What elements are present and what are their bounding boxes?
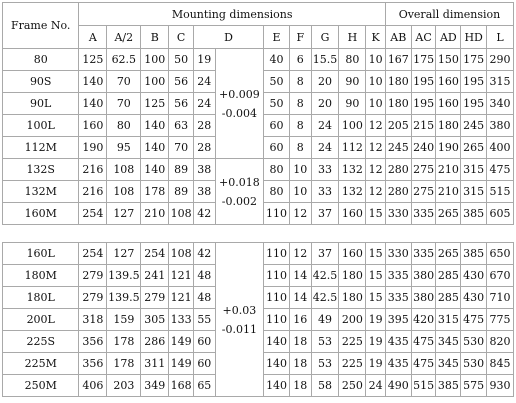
frame-number-cell: 90L xyxy=(3,93,78,114)
dimension-cell-d: 24 xyxy=(194,93,215,114)
frame-number-cell: 180M xyxy=(3,265,78,286)
d-tolerance-upper: +0.03 xyxy=(222,303,257,317)
dimension-cell-k: 12 xyxy=(366,137,385,158)
dimension-cell-k: 12 xyxy=(366,159,385,180)
dimension-cell-k: 15 xyxy=(366,265,385,286)
dimension-cell-g: 42.5 xyxy=(312,287,339,308)
dimension-cell-k: 12 xyxy=(366,115,385,136)
dimension-cell-a: 406 xyxy=(79,375,106,396)
dimension-cell-e: 60 xyxy=(264,115,289,136)
dimension-cell-a2: 178 xyxy=(107,353,140,374)
dimension-cell-ab: 395 xyxy=(386,309,411,330)
dimension-cell-h: 90 xyxy=(339,71,365,92)
dimension-cell-a: 254 xyxy=(79,203,106,224)
dimension-cell-d: 28 xyxy=(194,115,215,136)
dimension-cell-ad: 265 xyxy=(436,243,460,264)
dimension-cell-c: 121 xyxy=(169,265,193,286)
dimension-cell-h: 100 xyxy=(339,115,365,136)
dimension-cell-c: 89 xyxy=(169,159,193,180)
dimension-cell-ad: 285 xyxy=(436,287,460,308)
dimension-cell-h: 132 xyxy=(339,181,365,202)
dimension-cell-hd: 245 xyxy=(461,115,486,136)
dimension-cell-b: 254 xyxy=(141,243,168,264)
dimension-cell-a: 160 xyxy=(79,115,106,136)
dimension-cell-a: 190 xyxy=(79,137,106,158)
dimension-cell-c: 168 xyxy=(169,375,193,396)
dimension-cell-a: 140 xyxy=(79,71,106,92)
dimension-cell-ad: 160 xyxy=(436,71,460,92)
dimension-cell-h: 90 xyxy=(339,93,365,114)
dimension-cell-e: 50 xyxy=(264,71,289,92)
table-row xyxy=(3,243,513,264)
dimension-cell-l: 380 xyxy=(487,115,513,136)
dimension-cell-b: 311 xyxy=(141,353,168,374)
dimension-cell-l: 710 xyxy=(487,287,513,308)
dimension-cell-ab: 435 xyxy=(386,331,411,352)
column-header-c: C xyxy=(169,26,193,48)
dimension-cell-g: 49 xyxy=(312,309,339,330)
dimension-cell-ab: 490 xyxy=(386,375,411,396)
dimension-cell-a: 356 xyxy=(79,331,106,352)
dimension-cell-f: 12 xyxy=(290,203,311,224)
dimension-cell-l: 930 xyxy=(487,375,513,396)
dimension-cell-ac: 175 xyxy=(412,49,436,70)
dimension-cell-ac: 475 xyxy=(412,331,436,352)
dimension-cell-e: 110 xyxy=(264,309,289,330)
dimension-cell-k: 10 xyxy=(366,71,385,92)
dimension-cell-a2: 70 xyxy=(107,71,140,92)
dimension-cell-ab: 330 xyxy=(386,243,411,264)
dimension-cell-d: 65 xyxy=(194,375,215,396)
dimension-cell-h: 160 xyxy=(339,203,365,224)
d-tolerance-cell xyxy=(216,49,264,158)
dimension-cell-b: 286 xyxy=(141,331,168,352)
dimension-cell-ac: 195 xyxy=(412,93,436,114)
dimension-cell-g: 53 xyxy=(312,353,339,374)
dimension-cell-ad: 150 xyxy=(436,49,460,70)
column-header-a-half: A/2 xyxy=(107,26,140,48)
dimension-cell-c: 56 xyxy=(169,93,193,114)
dimension-cell-f: 8 xyxy=(290,71,311,92)
column-header-e: E xyxy=(264,26,289,48)
column-header-d: D xyxy=(194,26,263,48)
dimension-cell-g: 53 xyxy=(312,331,339,352)
dimension-cell-h: 112 xyxy=(339,137,365,158)
column-header-l: L xyxy=(487,26,513,48)
column-header-ac: AC xyxy=(412,26,436,48)
dimension-cell-ac: 380 xyxy=(412,265,436,286)
dimension-cell-b: 140 xyxy=(141,115,168,136)
d-tolerance-lower: -0.002 xyxy=(221,194,257,208)
frame-number-cell: 200L xyxy=(3,309,78,330)
dimension-cell-k: 10 xyxy=(366,49,385,70)
frame-number-cell: 160L xyxy=(3,243,78,264)
dimension-cell-c: 50 xyxy=(169,49,193,70)
dimension-cell-e: 40 xyxy=(264,49,289,70)
dimension-cell-k: 12 xyxy=(366,181,385,202)
dimension-cell-d: 55 xyxy=(194,309,215,330)
dimension-cell-g: 24 xyxy=(312,137,339,158)
dimension-cell-c: 89 xyxy=(169,181,193,202)
dimension-cell-l: 670 xyxy=(487,265,513,286)
dimension-cell-a: 140 xyxy=(79,93,106,114)
dimension-cell-d: 38 xyxy=(194,159,215,180)
dimension-cell-h: 180 xyxy=(339,287,365,308)
frame-number-cell: 132S xyxy=(3,159,78,180)
dimension-cell-hd: 475 xyxy=(461,309,486,330)
d-tolerance-cell xyxy=(216,243,264,396)
dimension-cell-g: 20 xyxy=(312,71,339,92)
dimension-cell-ac: 195 xyxy=(412,71,436,92)
dimension-cell-hd: 175 xyxy=(461,49,486,70)
dimension-cell-a: 216 xyxy=(79,159,106,180)
dimension-cell-a2: 159 xyxy=(107,309,140,330)
dimension-cell-h: 180 xyxy=(339,265,365,286)
dimension-cell-ac: 335 xyxy=(412,243,436,264)
dimension-cell-f: 8 xyxy=(290,93,311,114)
dimension-cell-e: 80 xyxy=(264,181,289,202)
dimension-cell-hd: 530 xyxy=(461,353,486,374)
dimension-cell-ac: 275 xyxy=(412,181,436,202)
dimension-cell-a2: 178 xyxy=(107,331,140,352)
d-tolerance-lower: -0.004 xyxy=(221,106,257,120)
dimension-cell-f: 6 xyxy=(290,49,311,70)
dimension-cell-hd: 315 xyxy=(461,159,486,180)
dimension-cell-ab: 330 xyxy=(386,203,411,224)
frame-number-cell: 100L xyxy=(3,115,78,136)
dimension-cell-f: 16 xyxy=(290,309,311,330)
dimension-cell-g: 33 xyxy=(312,181,339,202)
dimension-cell-b: 125 xyxy=(141,93,168,114)
dimension-cell-e: 60 xyxy=(264,137,289,158)
dimension-cell-a: 125 xyxy=(79,49,106,70)
mounting-dimensions-table-lower xyxy=(2,242,514,397)
dimension-cell-f: 18 xyxy=(290,353,311,374)
dimension-cell-g: 58 xyxy=(312,375,339,396)
dimension-cell-l: 775 xyxy=(487,309,513,330)
dimension-cell-ab: 335 xyxy=(386,287,411,308)
dimension-cell-g: 33 xyxy=(312,159,339,180)
dimension-cell-h: 80 xyxy=(339,49,365,70)
dimension-cell-ab: 280 xyxy=(386,181,411,202)
dimension-cell-d: 24 xyxy=(194,71,215,92)
dimension-cell-hd: 195 xyxy=(461,93,486,114)
dimension-cell-c: 108 xyxy=(169,203,193,224)
dimension-cell-ad: 265 xyxy=(436,203,460,224)
dimension-cell-k: 15 xyxy=(366,287,385,308)
frame-number-cell: 250M xyxy=(3,375,78,396)
dimension-cell-d: 48 xyxy=(194,287,215,308)
frame-number-cell: 160M xyxy=(3,203,78,224)
dimension-cell-b: 100 xyxy=(141,71,168,92)
dimension-cell-ad: 345 xyxy=(436,353,460,374)
dimension-cell-g: 37 xyxy=(312,243,339,264)
frame-number-cell: 112M xyxy=(3,137,78,158)
dimension-cell-hd: 195 xyxy=(461,71,486,92)
dimension-cell-b: 305 xyxy=(141,309,168,330)
dimension-cell-f: 8 xyxy=(290,137,311,158)
dimension-cell-ab: 167 xyxy=(386,49,411,70)
dimension-cell-a2: 62.5 xyxy=(107,49,140,70)
dimension-cell-ac: 240 xyxy=(412,137,436,158)
dimension-cell-a: 216 xyxy=(79,181,106,202)
dimension-cell-a2: 108 xyxy=(107,159,140,180)
dimension-cell-ad: 190 xyxy=(436,137,460,158)
dimension-cell-a: 279 xyxy=(79,287,106,308)
dimension-cell-a2: 127 xyxy=(107,243,140,264)
dimension-cell-ab: 180 xyxy=(386,93,411,114)
dimension-cell-f: 18 xyxy=(290,375,311,396)
dimension-cell-a: 254 xyxy=(79,243,106,264)
dimension-cell-ac: 275 xyxy=(412,159,436,180)
dimension-cell-hd: 315 xyxy=(461,181,486,202)
mounting-dimensions-table-upper xyxy=(2,2,514,225)
dimension-cell-h: 200 xyxy=(339,309,365,330)
dimension-cell-d: 38 xyxy=(194,181,215,202)
dimension-cell-ac: 335 xyxy=(412,203,436,224)
dimension-cell-l: 845 xyxy=(487,353,513,374)
dimension-cell-b: 140 xyxy=(141,137,168,158)
dimension-cell-a2: 108 xyxy=(107,181,140,202)
dimension-cell-k: 24 xyxy=(366,375,385,396)
dimension-cell-d: 48 xyxy=(194,265,215,286)
dimension-cell-a: 356 xyxy=(79,353,106,374)
dimension-cell-ad: 210 xyxy=(436,181,460,202)
dimension-cell-b: 140 xyxy=(141,159,168,180)
dimension-cell-l: 340 xyxy=(487,93,513,114)
dimension-cell-a2: 80 xyxy=(107,115,140,136)
d-tolerance-lower: -0.011 xyxy=(221,322,258,336)
column-header-hd: HD xyxy=(461,26,486,48)
dimension-cell-b: 100 xyxy=(141,49,168,70)
dimension-cell-c: 133 xyxy=(169,309,193,330)
dimension-cell-k: 15 xyxy=(366,203,385,224)
dimension-cell-d: 19 xyxy=(194,49,215,70)
dimension-cell-h: 250 xyxy=(339,375,365,396)
dimension-cell-c: 149 xyxy=(169,353,193,374)
column-header-ab: AB xyxy=(386,26,411,48)
dimension-cell-g: 20 xyxy=(312,93,339,114)
dimension-cell-ab: 245 xyxy=(386,137,411,158)
dimension-cell-f: 10 xyxy=(290,159,311,180)
dimension-cell-a2: 95 xyxy=(107,137,140,158)
dimension-cell-b: 210 xyxy=(141,203,168,224)
dimension-cell-l: 475 xyxy=(487,159,513,180)
d-tolerance-upper: +0.009 xyxy=(219,87,260,101)
dimension-cell-g: 15.5 xyxy=(312,49,339,70)
table-row xyxy=(3,49,513,70)
dimension-cell-k: 15 xyxy=(366,243,385,264)
dimension-cell-e: 110 xyxy=(264,243,289,264)
frame-number-cell: 225M xyxy=(3,353,78,374)
dimension-cell-c: 108 xyxy=(169,243,193,264)
dimension-cell-a: 318 xyxy=(79,309,106,330)
dimension-cell-ac: 515 xyxy=(412,375,436,396)
dimension-cell-g: 37 xyxy=(312,203,339,224)
dimension-cell-h: 225 xyxy=(339,353,365,374)
dimension-cell-e: 50 xyxy=(264,93,289,114)
dimension-cell-c: 56 xyxy=(169,71,193,92)
dimension-cell-e: 110 xyxy=(264,265,289,286)
column-header-f: F xyxy=(290,26,311,48)
dimension-cell-ad: 345 xyxy=(436,331,460,352)
dimension-cell-d: 60 xyxy=(194,353,215,374)
dimension-cell-f: 10 xyxy=(290,181,311,202)
column-header-g: G xyxy=(312,26,339,48)
dimension-cell-ab: 280 xyxy=(386,159,411,180)
frame-number-cell: 80 xyxy=(3,49,78,70)
dimension-cell-d: 42 xyxy=(194,243,215,264)
dimension-cell-f: 14 xyxy=(290,265,311,286)
dimension-cell-l: 820 xyxy=(487,331,513,352)
dimension-cell-e: 110 xyxy=(264,203,289,224)
dimension-cell-h: 132 xyxy=(339,159,365,180)
dimension-cell-l: 315 xyxy=(487,71,513,92)
dimension-cell-e: 140 xyxy=(264,331,289,352)
dimension-cell-ac: 215 xyxy=(412,115,436,136)
dimension-cell-ad: 210 xyxy=(436,159,460,180)
dimension-cell-e: 140 xyxy=(264,375,289,396)
column-header-b: B xyxy=(141,26,168,48)
dimension-cell-c: 63 xyxy=(169,115,193,136)
dimension-cell-f: 18 xyxy=(290,331,311,352)
dimension-cell-hd: 385 xyxy=(461,203,486,224)
dimension-cell-d: 28 xyxy=(194,137,215,158)
dimension-cell-ad: 385 xyxy=(436,375,460,396)
dimension-cell-l: 650 xyxy=(487,243,513,264)
dimension-cell-ab: 435 xyxy=(386,353,411,374)
dimension-cell-a2: 139.5 xyxy=(107,287,140,308)
dimension-cell-c: 70 xyxy=(169,137,193,158)
d-tolerance-upper: +0.018 xyxy=(219,175,260,189)
dimension-cell-hd: 385 xyxy=(461,243,486,264)
dimension-cell-k: 19 xyxy=(366,309,385,330)
overall-dimension-header: Overall dimension xyxy=(386,3,513,25)
mounting-dimensions-header: Mounting dimensions xyxy=(79,3,385,25)
column-header-h: H xyxy=(339,26,365,48)
dimension-cell-a2: 203 xyxy=(107,375,140,396)
dimension-cell-f: 12 xyxy=(290,243,311,264)
frame-number-cell: 90S xyxy=(3,71,78,92)
dimension-cell-hd: 430 xyxy=(461,287,486,308)
dimension-cell-g: 24 xyxy=(312,115,339,136)
table-row xyxy=(3,159,513,180)
dimension-cell-a2: 139.5 xyxy=(107,265,140,286)
dimension-cell-ad: 285 xyxy=(436,265,460,286)
dimension-cell-hd: 265 xyxy=(461,137,486,158)
dimension-cell-c: 121 xyxy=(169,287,193,308)
frame-no-header: Frame No. xyxy=(3,3,78,48)
dimension-cell-k: 10 xyxy=(366,93,385,114)
dimension-cell-k: 19 xyxy=(366,331,385,352)
dimension-cell-d: 42 xyxy=(194,203,215,224)
d-tolerance-cell xyxy=(216,159,264,224)
column-header-ad: AD xyxy=(436,26,460,48)
dimension-cell-hd: 430 xyxy=(461,265,486,286)
column-header-a: A xyxy=(79,26,106,48)
dimension-cell-a2: 127 xyxy=(107,203,140,224)
dimension-cell-l: 400 xyxy=(487,137,513,158)
dimension-cell-ad: 315 xyxy=(436,309,460,330)
dimension-cell-b: 349 xyxy=(141,375,168,396)
dimension-cell-ab: 335 xyxy=(386,265,411,286)
dimension-cell-b: 241 xyxy=(141,265,168,286)
dimension-cell-d: 60 xyxy=(194,331,215,352)
dimension-cell-e: 110 xyxy=(264,287,289,308)
frame-number-cell: 225S xyxy=(3,331,78,352)
dimension-cell-c: 149 xyxy=(169,331,193,352)
dimension-cell-hd: 530 xyxy=(461,331,486,352)
column-header-k: K xyxy=(366,26,385,48)
dimension-cell-k: 19 xyxy=(366,353,385,374)
dimension-cell-hd: 575 xyxy=(461,375,486,396)
frame-number-cell: 180L xyxy=(3,287,78,308)
dimension-cell-l: 515 xyxy=(487,181,513,202)
dimension-cell-ab: 205 xyxy=(386,115,411,136)
dimension-cell-ac: 475 xyxy=(412,353,436,374)
dimension-cell-ac: 420 xyxy=(412,309,436,330)
frame-number-cell: 132M xyxy=(3,181,78,202)
dimension-cell-ab: 180 xyxy=(386,71,411,92)
dimension-cell-f: 14 xyxy=(290,287,311,308)
dimension-cell-b: 178 xyxy=(141,181,168,202)
dimension-cell-g: 42.5 xyxy=(312,265,339,286)
dimension-cell-l: 290 xyxy=(487,49,513,70)
dimension-cell-ad: 180 xyxy=(436,115,460,136)
dimension-cell-h: 160 xyxy=(339,243,365,264)
dimension-cell-l: 605 xyxy=(487,203,513,224)
dimension-cell-h: 225 xyxy=(339,331,365,352)
dimension-cell-ad: 160 xyxy=(436,93,460,114)
dimension-cell-a2: 70 xyxy=(107,93,140,114)
dimension-cell-e: 140 xyxy=(264,353,289,374)
dimension-cell-ac: 380 xyxy=(412,287,436,308)
dimension-cell-a: 279 xyxy=(79,265,106,286)
dimension-cell-f: 8 xyxy=(290,115,311,136)
dimension-cell-b: 279 xyxy=(141,287,168,308)
dimension-cell-e: 80 xyxy=(264,159,289,180)
